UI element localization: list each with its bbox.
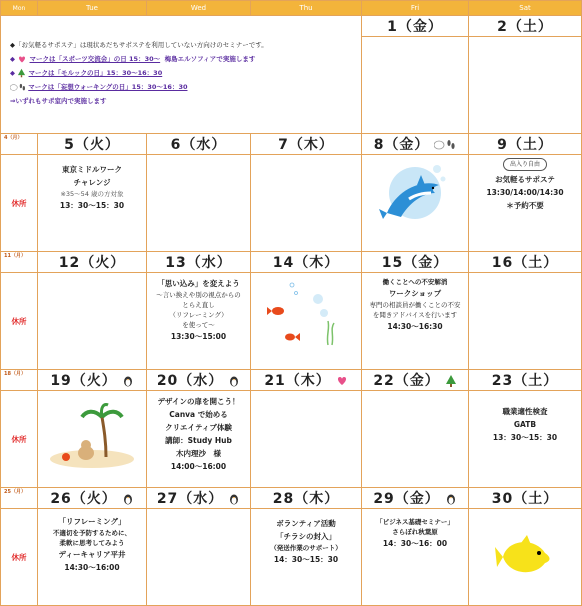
heart-icon: [17, 55, 27, 64]
closed-label: 休所: [1, 391, 38, 488]
penguin-icon: [445, 493, 457, 505]
header-fri: Fri: [362, 1, 469, 16]
cell-fri-1[interactable]: [362, 37, 469, 134]
cell-wed-20[interactable]: デザインの扉を開こう！ Canva で始める クリエイティブ体験 講師：Study Hub 木内理沙 様 14:00～16:00: [147, 391, 251, 488]
cell-thu-14[interactable]: [251, 273, 362, 370]
date-thu-21[interactable]: 21（木）: [251, 370, 362, 391]
cell-thu-28[interactable]: ボランティア活動 「チラシの封入」 （発送作業のサポート） 14：30～15：30: [251, 509, 362, 606]
date-sat-9[interactable]: 9（土）: [469, 134, 582, 155]
date-fri-8[interactable]: 8（金）: [362, 134, 469, 155]
note-sports: ◆ マークは「スポーツ交流会」の日 15：30～ 梅島エルソフィアで実施します: [10, 55, 256, 63]
note-intro: ◆「お気軽るサポステ」は現状あだちサポステを利用していない方向けのセミナーです。: [10, 41, 268, 49]
date-sat-2[interactable]: 2（土）: [469, 16, 582, 37]
date-tue-19[interactable]: 19（火）: [38, 370, 147, 391]
walking-footprint-icon: [434, 139, 456, 151]
cell-sat-30[interactable]: [469, 509, 582, 606]
header-thu: Thu: [251, 1, 362, 16]
header-mon: Mon: [1, 1, 38, 16]
legend-notes: [10, 38, 268, 108]
penguin-icon: [122, 493, 134, 505]
cell-thu-7[interactable]: [251, 155, 362, 252]
heart-icon: [336, 375, 348, 387]
drop-in-bubble: 出入り自由: [503, 158, 547, 171]
week3-date-row: [1, 370, 582, 391]
cell-tue-12[interactable]: [38, 273, 147, 370]
date-sat-16[interactable]: 16（土）: [469, 252, 582, 273]
date-sat-23[interactable]: 23（土）: [469, 370, 582, 391]
penguin-icon: [228, 493, 240, 505]
week1-date-row: [1, 134, 582, 155]
date-fri-22[interactable]: 22（金）: [362, 370, 469, 391]
cell-tue-26[interactable]: 「リフレーミング」 不適切を予防するために、 柔軟に思考してみよう ディーキャリア平井 14:30～16:00: [38, 509, 147, 606]
yellow-fish-icon: [495, 533, 555, 579]
tree-icon: [445, 374, 457, 388]
cell-wed-27[interactable]: [147, 509, 251, 606]
penguin-icon: [228, 375, 240, 387]
cell-tue-19[interactable]: [38, 391, 147, 488]
week2-body-row: [1, 273, 582, 370]
closed-label: 休所: [1, 273, 38, 370]
cell-wed-13[interactable]: 「思い込み」を変えよう ～言い換えや別の視点からの とらえ直し （リフレーミング） を使って～ 13:30～15:00: [147, 273, 251, 370]
cell-fri-29[interactable]: 「ビジネス基礎セミナー」 さらぼれ秋葉原 14：30～16：00: [362, 509, 469, 606]
note-location: ⇒いずれもサポ室内で実施します: [10, 97, 107, 105]
cell-fri-15[interactable]: 働くことへの不安解消 ワークショップ 専門の相談員が働くことの不安 を聞きアドバイスを行います 14:30～16:30: [362, 273, 469, 370]
date-wed-6[interactable]: 6（水）: [147, 134, 251, 155]
date-fri-15[interactable]: 15（金）: [362, 252, 469, 273]
cell-wed-6[interactable]: [147, 155, 251, 252]
note-molkky: ◆ マークは「モルックの日」15：30～16：30: [10, 69, 163, 77]
date-tue-26[interactable]: 26（火）: [38, 488, 147, 509]
week0-date-row: [1, 16, 582, 37]
date-tue-5[interactable]: 5（火）: [38, 134, 147, 155]
tree-icon: [17, 68, 26, 78]
note-walking: マークは「妄想ウォーキングの日」15：30～16：30: [10, 80, 268, 94]
header-wed: Wed: [147, 1, 251, 16]
date-mon-4: 4（月）: [1, 134, 38, 155]
date-mon-11: 11（月）: [1, 252, 38, 273]
dolphin-icon: [375, 159, 455, 231]
date-sat-30[interactable]: 30（土）: [469, 488, 582, 509]
date-mon-18: 18（月）: [1, 370, 38, 391]
cell-sat-2[interactable]: [469, 37, 582, 134]
cell-sat-16[interactable]: [469, 273, 582, 370]
week4-body-row: [1, 509, 582, 606]
weekday-header: [1, 1, 582, 16]
goldfish-icon: [266, 279, 346, 349]
week4-date-row: [1, 488, 582, 509]
date-mon-25: 25（月）: [1, 488, 38, 509]
cell-sat-9[interactable]: 出入り自由 お気軽るサポステ 13:30/14:00/14:30 ＊予約不要: [469, 155, 582, 252]
week1-body-row: [1, 155, 582, 252]
date-fri-29[interactable]: 29（金）: [362, 488, 469, 509]
cell-tue-5[interactable]: 東京ミドルワーク チャレンジ ※35～54 歳の方対象 13：30～15：30: [38, 155, 147, 252]
beach-palm-icon: [46, 401, 138, 471]
date-fri-1[interactable]: 1（金）: [362, 16, 469, 37]
date-thu-28[interactable]: 28（木）: [251, 488, 362, 509]
date-thu-7[interactable]: 7（木）: [251, 134, 362, 155]
date-wed-13[interactable]: 13（水）: [147, 252, 251, 273]
closed-label: 休所: [1, 509, 38, 606]
closed-label: 休所: [1, 155, 38, 252]
date-thu-14[interactable]: 14（木）: [251, 252, 362, 273]
walking-footprint-icon: [10, 83, 26, 92]
cell-sat-23[interactable]: 職業適性検査 GATB 13：30～15：30: [469, 391, 582, 488]
week3-body-row: [1, 391, 582, 488]
cell-thu-21[interactable]: [251, 391, 362, 488]
date-wed-27[interactable]: 27（水）: [147, 488, 251, 509]
penguin-icon: [122, 375, 134, 387]
week2-date-row: [1, 252, 582, 273]
date-wed-20[interactable]: 20（水）: [147, 370, 251, 391]
cell-fri-22[interactable]: [362, 391, 469, 488]
header-sat: Sat: [469, 1, 582, 16]
cell-fri-8[interactable]: [362, 155, 469, 252]
date-tue-12[interactable]: 12（火）: [38, 252, 147, 273]
header-tue: Tue: [38, 1, 147, 16]
